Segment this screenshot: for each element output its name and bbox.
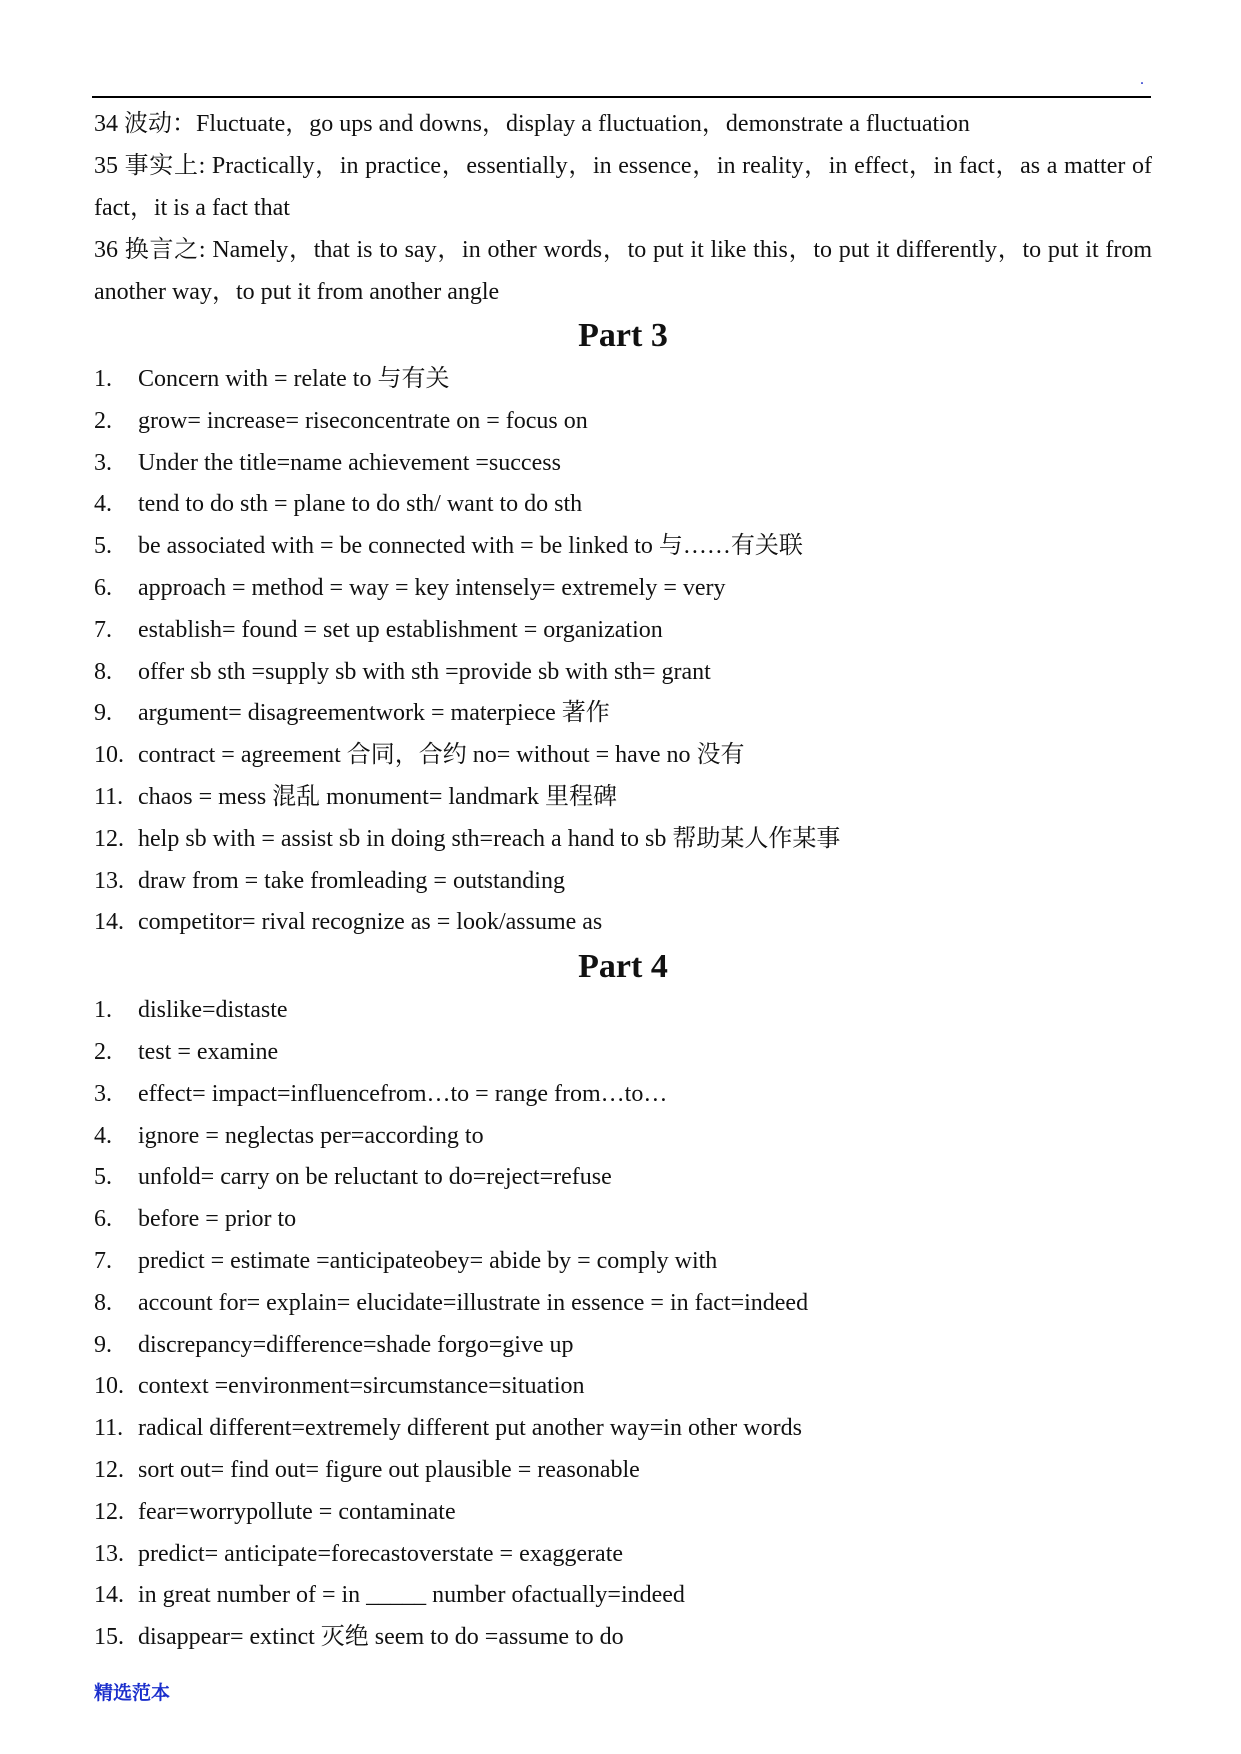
item-number: 5. xyxy=(94,533,112,560)
list-item xyxy=(94,1450,1152,1492)
item-text: Concern with = relate to 与有关 xyxy=(138,366,450,392)
item-number: 6. xyxy=(94,1206,112,1233)
item-number: 2. xyxy=(94,407,112,434)
item-number: 13. xyxy=(94,1540,124,1567)
list-item xyxy=(94,443,1152,485)
item-number: 4. xyxy=(94,491,112,518)
item-text: grow= increase= riseconcentrate on = focus on xyxy=(138,407,588,434)
part4-heading: Part 4 xyxy=(578,948,668,986)
list-item xyxy=(94,693,1152,735)
item-text: competitor= rival recognize as = look/assume as xyxy=(138,909,603,936)
item-text: in great number of = in _____ number ofactually=indeed xyxy=(138,1582,685,1609)
list-item xyxy=(94,652,1152,694)
list-item xyxy=(94,1617,1152,1659)
item-number: 1. xyxy=(94,997,112,1024)
item-number: 6. xyxy=(94,574,112,601)
list-item xyxy=(94,1325,1152,1367)
item-text: tend to do sth = plane to do sth/ want to do sth xyxy=(138,491,583,518)
part3-list xyxy=(94,359,1152,944)
list-item xyxy=(94,526,1152,568)
item-text: unfold= carry on be reluctant to do=reject=refuse xyxy=(138,1164,612,1191)
list-item xyxy=(94,861,1152,903)
item-number: 14. xyxy=(94,909,124,936)
item-number: 9. xyxy=(94,700,112,727)
paragraph-35-in-fact: 35 事实上: Practically，in practice，essentially，in essence，in reality，in effect，in fact，as a matter of fact，it is a fact that xyxy=(94,153,1152,221)
item-number: 12. xyxy=(94,825,124,852)
list-item xyxy=(94,1116,1152,1158)
item-number: 11. xyxy=(94,783,124,810)
item-text: Under the title=name achievement =success xyxy=(138,449,561,476)
item-number: 3. xyxy=(94,1080,112,1107)
item-text: establish= found = set up establishment = organization xyxy=(138,616,663,643)
list-item xyxy=(94,1241,1152,1283)
list-item xyxy=(94,1074,1152,1116)
paragraph-34-fluctuate: 34 波动：Fluctuate，go ups and downs，display a fluctuation，demonstrate a fluctuation xyxy=(94,111,970,137)
list-item xyxy=(94,359,1152,401)
item-number: 3. xyxy=(94,449,112,476)
item-number: 14. xyxy=(94,1582,124,1609)
paragraph-36-in-other-words: 36 换言之: Namely，that is to say，in other words，to put it like this，to put it differently，to put it from another way，to put it from another angle xyxy=(94,237,1152,305)
part4-list xyxy=(94,990,1152,1659)
item-number: 7. xyxy=(94,1247,112,1274)
list-item xyxy=(94,1283,1152,1325)
item-text: sort out= find out= figure out plausible = reasonable xyxy=(138,1456,640,1483)
item-text: be associated with = be connected with = be linked to 与……有关联 xyxy=(138,533,803,560)
item-text: account for= explain= elucidate=illustrate in essence = in fact=indeed xyxy=(138,1289,809,1316)
item-number: 7. xyxy=(94,616,112,643)
list-item xyxy=(94,1408,1152,1450)
item-text: test = examine xyxy=(138,1038,279,1065)
item-text: context =environment=sircumstance=situation xyxy=(138,1373,585,1400)
item-text: disappear= extinct 灭绝 seem to do =assume to do xyxy=(138,1624,624,1651)
item-number: 4. xyxy=(94,1122,112,1149)
item-text: draw from = take fromleading = outstanding xyxy=(138,867,565,894)
item-text: help sb with = assist sb in doing sth=reach a hand to sb 帮助某人作某事 xyxy=(138,825,841,852)
header-mark: . xyxy=(1140,71,1144,88)
item-number: 15. xyxy=(94,1624,124,1651)
list-item xyxy=(94,1157,1152,1199)
item-number: 10. xyxy=(94,742,124,769)
item-number: 11. xyxy=(94,1415,124,1442)
item-text: predict = estimate =anticipateobey= abide by = comply with xyxy=(138,1247,718,1274)
footer-label: 精选范本 xyxy=(94,1682,171,1704)
item-text: argument= disagreementwork = materpiece 著作 xyxy=(138,700,610,727)
item-number: 2. xyxy=(94,1038,112,1065)
list-item xyxy=(94,735,1152,777)
list-item xyxy=(94,902,1152,944)
item-text: fear=worrypollute = contaminate xyxy=(138,1498,456,1525)
item-number: 1. xyxy=(94,366,112,392)
header-rule xyxy=(92,96,1151,98)
part3-heading: Part 3 xyxy=(578,317,668,354)
item-text: ignore = neglectas per=according to xyxy=(138,1122,484,1149)
item-number: 10. xyxy=(94,1373,124,1400)
item-text: approach = method = way = key intensely= extremely = very xyxy=(138,574,726,601)
list-item xyxy=(94,777,1152,819)
list-item xyxy=(94,990,1152,1032)
item-text: dislike=distaste xyxy=(138,997,288,1024)
list-item xyxy=(94,1534,1152,1576)
list-item xyxy=(94,819,1152,861)
list-item xyxy=(94,1032,1152,1074)
item-number: 8. xyxy=(94,1289,112,1316)
list-item xyxy=(94,610,1152,652)
document-body xyxy=(94,103,1152,1659)
list-item xyxy=(94,1199,1152,1241)
item-number: 12. xyxy=(94,1498,124,1525)
item-text: contract = agreement 合同，合约 no= without = have no 没有 xyxy=(138,742,745,769)
item-number: 5. xyxy=(94,1164,112,1191)
item-number: 12. xyxy=(94,1456,124,1483)
item-number: 9. xyxy=(94,1331,112,1358)
item-text: effect= impact=influencefrom…to = range from…to… xyxy=(138,1080,668,1107)
item-text: radical different=extremely different put another way=in other words xyxy=(138,1415,802,1442)
list-item xyxy=(94,568,1152,610)
list-item xyxy=(94,1366,1152,1408)
item-text: offer sb sth =supply sb with sth =provide sb with sth= grant xyxy=(138,658,711,685)
item-number: 13. xyxy=(94,867,124,894)
list-item xyxy=(94,1575,1152,1617)
item-text: discrepancy=difference=shade forgo=give up xyxy=(138,1331,574,1358)
list-item xyxy=(94,401,1152,443)
item-text: predict= anticipate=forecastoverstate = exaggerate xyxy=(138,1540,624,1567)
list-item xyxy=(94,1492,1152,1534)
item-number: 8. xyxy=(94,658,112,685)
list-item xyxy=(94,484,1152,526)
item-text: before = prior to xyxy=(138,1206,297,1233)
item-text: chaos = mess 混乱 monument= landmark 里程碑 xyxy=(138,783,618,810)
